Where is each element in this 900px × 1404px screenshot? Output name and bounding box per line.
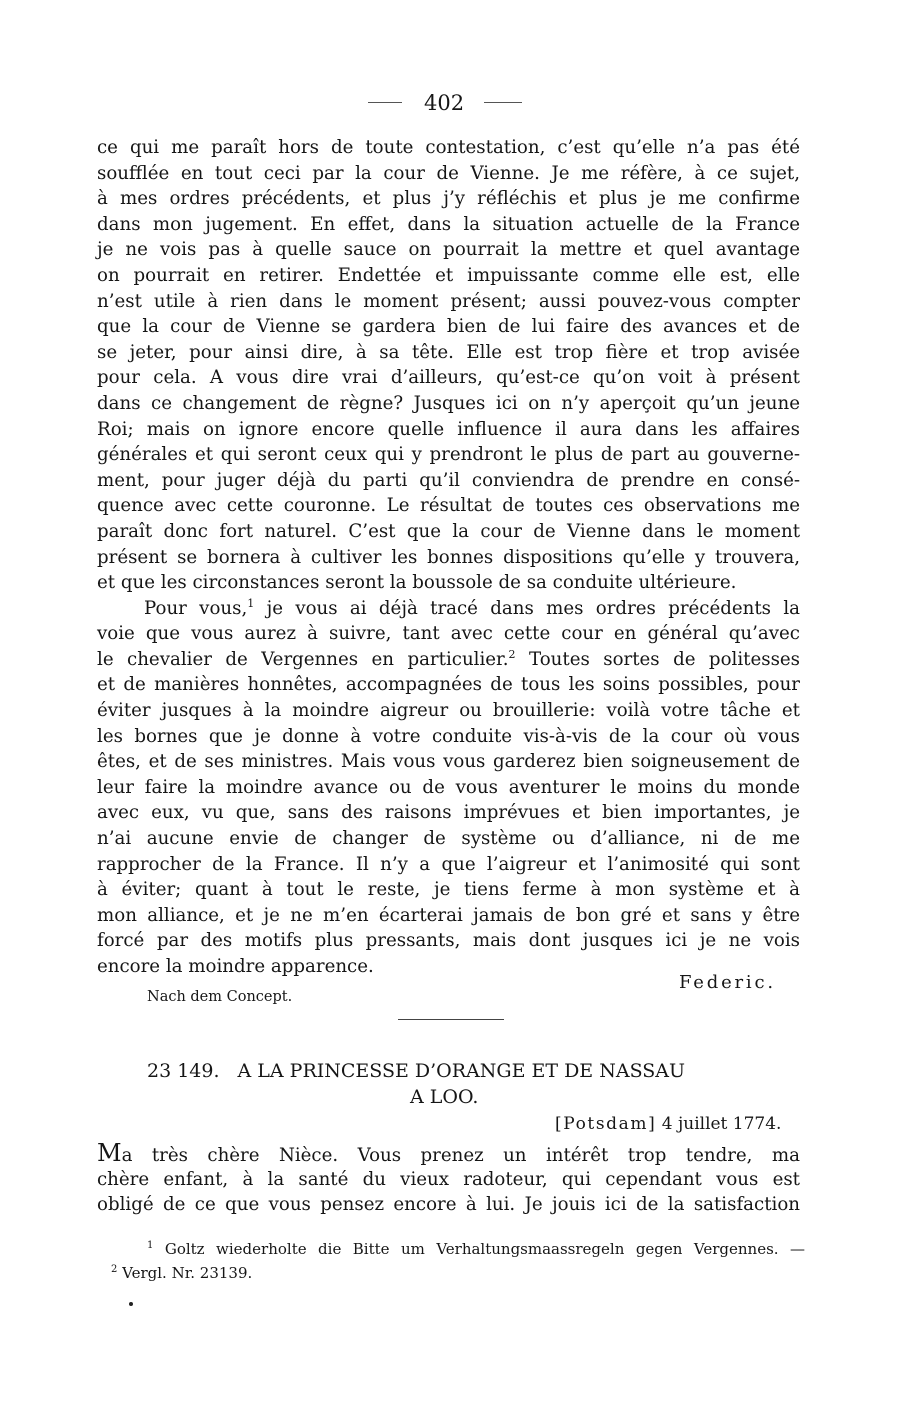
text-line: encore la moindre apparence. [97, 956, 374, 977]
text-line-with-footnote [97, 647, 800, 673]
text-line: pour cela. A vous dire vrai d’ailleurs, qu’est-ce qu’on voit à présent [97, 367, 800, 389]
text-line: éviter jusques à la moindre aigreur ou brouillerie: voilà votre tâche et [97, 700, 800, 722]
text-fragment: Toutes sortes de politesses [529, 648, 800, 670]
letter-title-line1: A LA PRINCESSE D’ORANGE ET DE NASSAU [237, 1060, 685, 1082]
header-rule-left [368, 102, 402, 103]
text-fragment: le chevalier de Vergennes en particulier. [97, 648, 509, 670]
text-line: obligé de ce que vous pensez encore à lui. Je jouis ici de la satisfaction [97, 1194, 800, 1216]
text-line: présent se bornera à cultiver les bonnes dispositions qu’elle y trouvera, [97, 546, 800, 568]
text-line: forcé par des motifs plus pressants, mais dont jusques ici je ne vois [97, 930, 800, 952]
footnote-text: Goltz wiederholte die Bitte um Verhaltungsmaassregeln gegen Vergennes. — [164, 1240, 805, 1258]
text-line: chère enfant, à la santé du vieux radoteur, qui cependant vous est [97, 1168, 800, 1190]
text-line: dans mon jugement. En effet, dans la situation actuelle de la France [97, 213, 800, 235]
second-letter-body [97, 1141, 800, 1218]
text-line: ment, pour juger déjà du parti qu’il conviendra de prendre en consé- [97, 469, 800, 491]
ink-speck [129, 1302, 133, 1306]
text-fragment: je vous ai déjà tracé dans mes ordres précédents la [266, 597, 800, 619]
text-line: à éviter; quant à tout le reste, je tiens ferme à mon système et à [97, 879, 800, 901]
footnote-marker: 2 [508, 647, 516, 661]
letter-title-line2: A LOO. [410, 1086, 479, 1108]
signature: Federic. [679, 972, 776, 993]
salutation-line [97, 1141, 800, 1167]
text-fragment: Vous prenez un intérêt trop tendre, ma [357, 1145, 800, 1166]
text-line: mon alliance, et je ne m’en écarterai jamais de bon gré et sans y être [97, 904, 800, 926]
text-line: les bornes que je donne à votre conduite vis-à-vis de la cour où vous [97, 725, 800, 747]
text-line: n’ai aucune envie de changer de système ou d’alliance, ni de me [97, 828, 800, 850]
header-rule-right [484, 102, 522, 103]
paragraph-start-line [97, 596, 800, 622]
text-line: dans ce changement de règne? Jusques ici on n’y aperçoit qu’un jeune [97, 392, 800, 414]
dateline [555, 1112, 781, 1136]
text-line: rapprocher de la France. Il n’y a que l’aigreur et l’animosité qui sont [97, 853, 800, 875]
text-line: leur faire la moindre avance ou de vous aventurer le moins du monde [97, 776, 800, 798]
text-line: ce qui me paraît hors de toute contestation, c’est qu’elle n’a pas été [97, 137, 800, 158]
section-separator [398, 1019, 504, 1020]
text-line: à mes ordres précédents, et plus j’y réfléchis et plus je me confirme [97, 188, 800, 210]
footnote-2 [111, 1262, 252, 1284]
footnote-1 [147, 1238, 805, 1260]
text-line: voie que vous aurez à suivre, tant avec cette cour en général qu’avec [97, 623, 800, 645]
text-line: paraît donc fort naturel. C’est que la cour de Vienne dans le moment [97, 520, 800, 542]
letter-date: 4 juillet 1774. [661, 1114, 782, 1134]
text-line: êtes, et de ses ministres. Mais vous vous garderez bien soigneusement de [97, 751, 800, 773]
text-line: que la cour de Vienne se gardera bien de lui faire des avances et de [97, 316, 800, 338]
text-line: avec eux, vu que, sans des raisons imprévues et bien importantes, je [97, 802, 800, 824]
letter-number: 23 149. [147, 1060, 220, 1082]
footnote-mark: 2 [111, 1264, 118, 1275]
text-line: et que les circonstances seront la boussole de sa conduite ultérieure. [97, 572, 737, 594]
text-line: se jeter, pour ainsi dire, à sa tête. Elle est trop fière et trop avisée [97, 341, 800, 363]
text-line: et de manières honnêtes, accompagnées de tous les soins possibles, pour [97, 674, 800, 696]
text-line: Roi; mais on ignore encore quelle influence il aura dans les affaires [97, 418, 800, 440]
letter-heading [147, 1058, 685, 1084]
initial-letter: M [97, 1139, 122, 1167]
text-line: n’est utile à rien dans le moment présent; aussi pouvez-vous compter [97, 290, 800, 312]
text-fragment: Pour vous, [144, 597, 248, 619]
salutation: a très chère Nièce. [121, 1145, 339, 1166]
footnote-text: Vergl. Nr. 23139. [122, 1264, 253, 1282]
text-line: quence avec cette couronne. Le résultat de toutes ces observations me [97, 495, 800, 517]
page-header [0, 88, 900, 118]
footnote-mark: 1 [147, 1240, 154, 1251]
source-note: Nach dem Concept. [147, 989, 293, 1005]
letter-body [97, 135, 800, 980]
text-line: je ne vois pas à quelle sauce on pourrait la mettre et quel avantage [97, 239, 800, 261]
text-line: on pourrait en retirer. Endettée et impuissante comme elle est, elle [97, 264, 800, 286]
text-line: soufflée en tout ceci par la cour de Vienne. Je me réfère, à ce sujet, [97, 162, 800, 184]
letter-place: [Potsdam] [555, 1114, 657, 1134]
footnote-marker: 1 [247, 596, 255, 610]
text-line: générales et qui seront ceux qui y prendront le plus de part au gouverne- [97, 444, 800, 466]
page-number: 402 [424, 91, 465, 115]
